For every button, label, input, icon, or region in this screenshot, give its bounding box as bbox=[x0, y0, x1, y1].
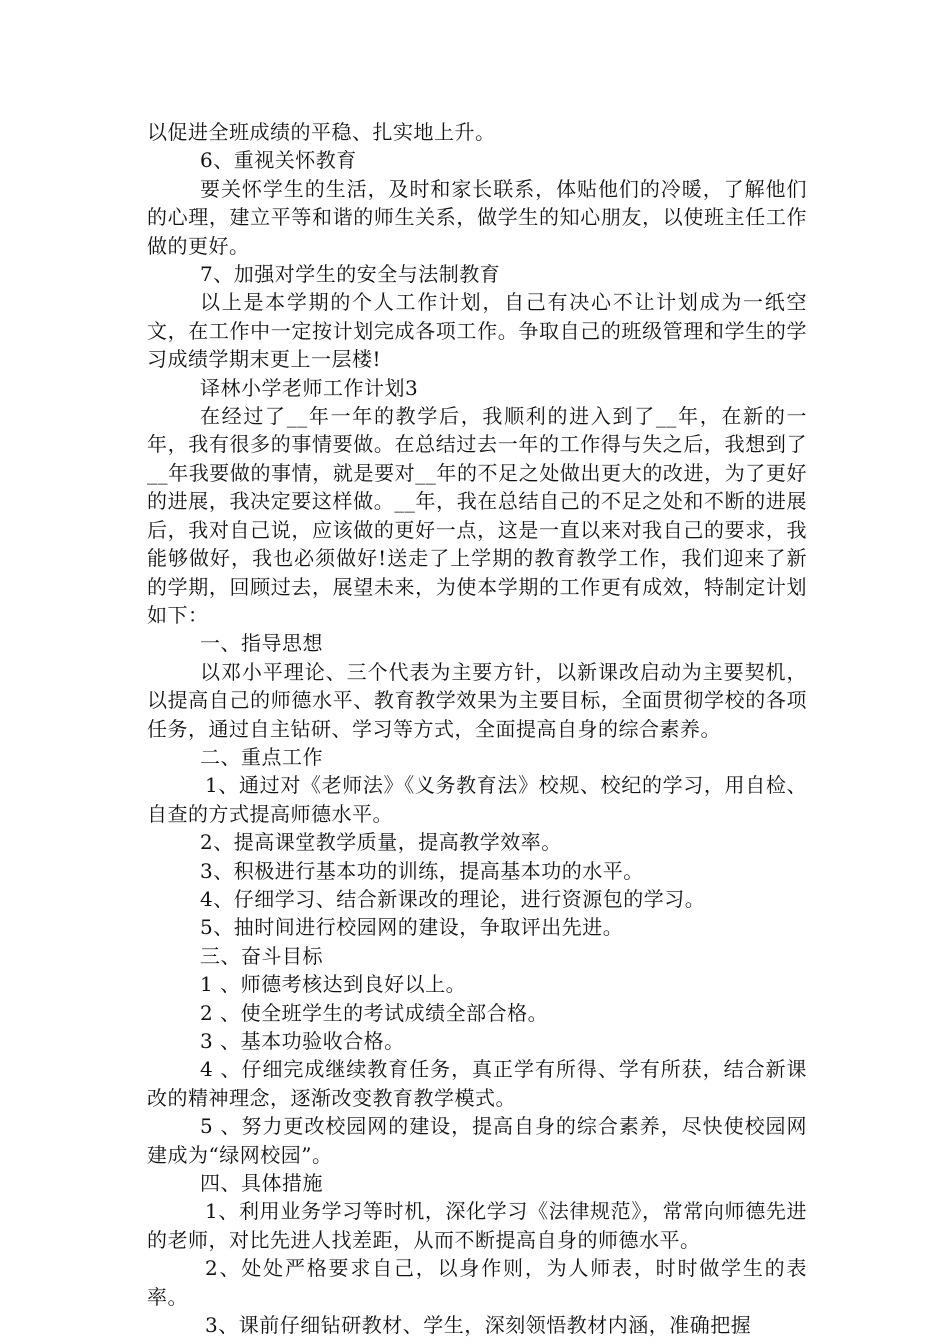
list-item-key-work-1: 1、通过对《老师法》《义务教育法》校规、校纪的学习，用自检、自查的方式提高师德水平。 bbox=[147, 773, 807, 826]
list-item-goal-1: 1 、师德考核达到良好以上。 bbox=[200, 972, 467, 997]
heading-item-7: 7、加强对学生的安全与法制教育 bbox=[200, 262, 501, 287]
list-item-goal-3: 3 、基本功验收合格。 bbox=[200, 1029, 405, 1053]
paragraph-guiding-ideology: 以邓小平理论、三个代表为主要方针，以新课改启动为主要契机，以提高自己的师德水平、教育教学效果为主要目标，全面贯彻学校的各项任务，通过自主钻研、学习等方式，全面提高自身的综合素养。 bbox=[147, 659, 807, 741]
list-item-key-work-3: 3、积极进行基本功的训练，提高基本功的水平。 bbox=[200, 858, 644, 883]
paragraph-care-education: 要关怀学生的生活，及时和家长联系，体贴他们的冷暖，了解他们的心理，建立平等和谐的师生关系，做学生的知心朋友，以使班主任工作做的更好。 bbox=[147, 176, 807, 258]
paragraph-introduction: 在经过了__年一年的教学后，我顺利的进入到了__年，在新的一年，我有很多的事情要做。在总结过去一年的工作得与失之后，我想到了__年我要做的事情，就是要对__年的不足之处做出更大的改进，为了更好的进展，我决定要这样做。__年，我在总结自己的不足之处和不断的进展后，我对自己说，应该做的更好一点，这是一直以来对我自己的要求，我能够做好，我也必须做好!送走了上学期的教育教学工作，我们迎来了新的学期，回顾过去，展望未来，为使本学期的工作更有成效，特制定计划如下： bbox=[147, 404, 807, 627]
heading-item-6: 6、重视关怀教育 bbox=[200, 148, 357, 173]
document-body bbox=[147, 118, 807, 1339]
heading-goals: 三、奋斗目标 bbox=[200, 943, 323, 968]
heading-measures: 四、具体措施 bbox=[200, 1171, 323, 1196]
list-item-goal-4: 4 、仔细完成继续教育任务，真正学有所得、学有所获，结合新课改的精神理念，逐渐改变教育教学模式。 bbox=[147, 1057, 807, 1110]
list-item-goal-2: 2 、使全班学生的考试成绩全部合格。 bbox=[200, 1000, 549, 1025]
list-item-key-work-4: 4、仔细学习、结合新课改的理论，进行资源包的学习。 bbox=[200, 886, 706, 911]
list-item-measure-2: 2、处处严格要求自己，以身作则，为人师表，时时做学生的表率。 bbox=[147, 1256, 807, 1309]
section-title-plan-3: 译林小学老师工作计划3 bbox=[200, 375, 419, 400]
list-item-key-work-5: 5、抽时间进行校园网的建设，争取评出先进。 bbox=[200, 915, 624, 940]
list-item-measure-3: 3、课前仔细钻研教材、学生，深刻领悟教材内涵，准确把握 bbox=[205, 1313, 752, 1338]
list-item-key-work-2: 2、提高课堂教学质量，提高教学效率。 bbox=[200, 830, 562, 855]
paragraph-continuation: 以促进全班成绩的平稳、扎实地上升。 bbox=[147, 120, 496, 144]
heading-key-work: 二、重点工作 bbox=[200, 744, 323, 769]
heading-guiding-ideology: 一、指导思想 bbox=[200, 631, 323, 656]
list-item-goal-5: 5 、努力更改校园网的建设，提高自身的综合素养，尽快使校园网建成为“绿网校园”。 bbox=[147, 1114, 807, 1167]
list-item-measure-1: 1、利用业务学习等时机，深化学习《法律规范》，常常向师德先进的老师，对比先进人找差距，从而不断提高自身的师德水平。 bbox=[147, 1199, 807, 1252]
paragraph-plan-conclusion: 以上是本学期的个人工作计划，自己有决心不让计划成为一纸空文，在工作中一定按计划完成各项工作。争取自己的班级管理和学生的学习成绩学期末更上一层楼! bbox=[147, 290, 807, 372]
